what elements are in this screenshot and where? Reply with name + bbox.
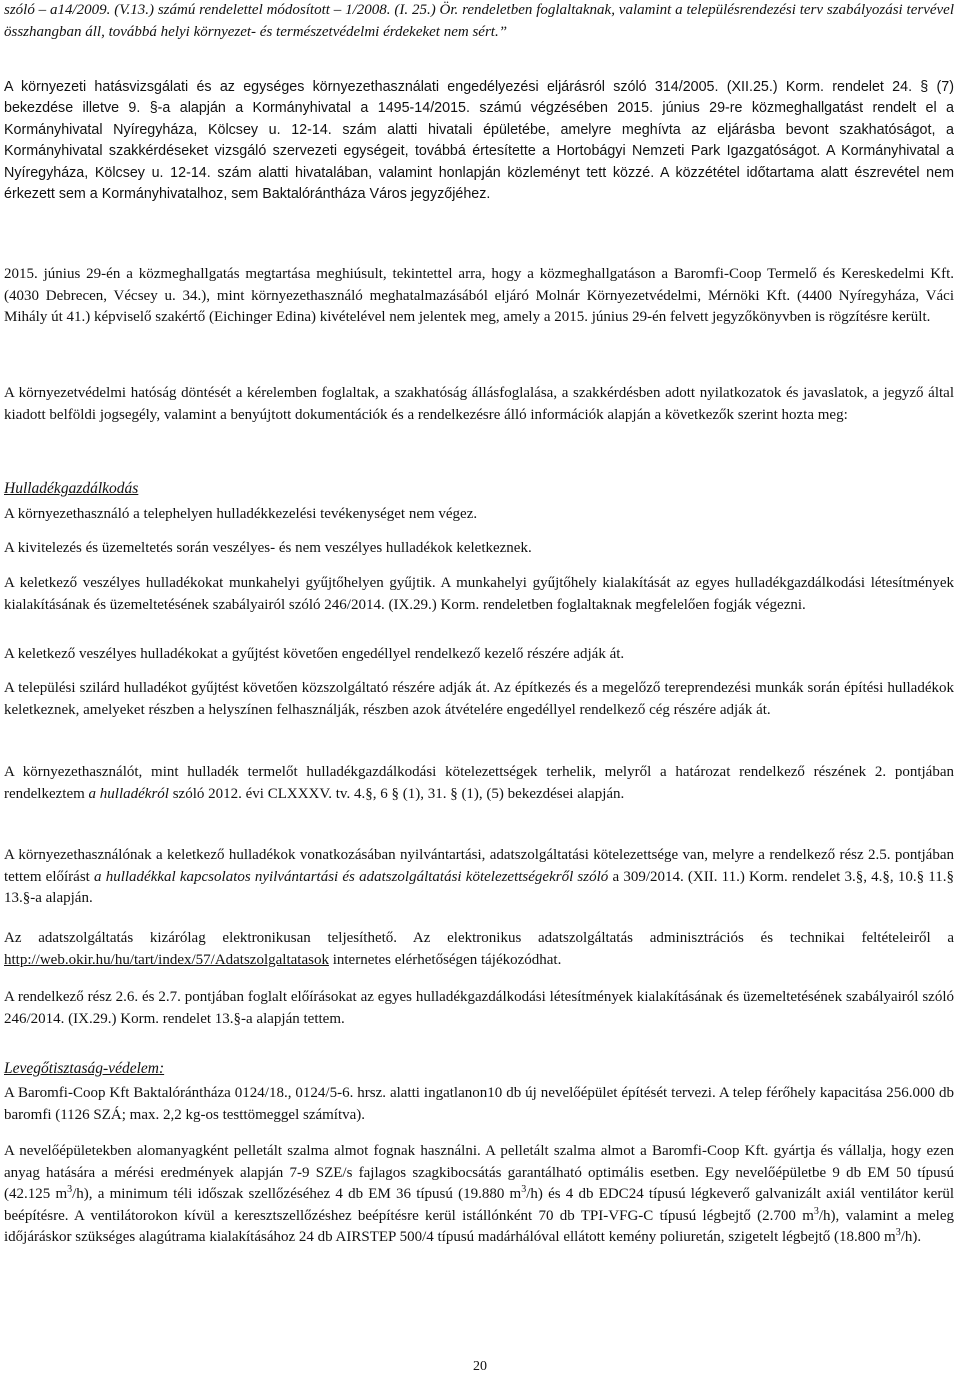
heading-levegotisztasag: Levegőtisztaság-védelem: <box>4 1060 165 1077</box>
levego-2-text-c: /h) és 4 db EDC24 típusú légkeverő galvanizált axiál ventilátor kerül beépítésre. A ventilátorokon kívül a keresztszellőzéshez beépítésre kerül istállónként 70 db TPI-VFG-C típusú légbejtő (2.700 m <box>4 1186 954 1224</box>
okir-link[interactable]: http://web.okir.hu/hu/tart/index/57/Adatszolgaltatasok <box>4 951 329 968</box>
heading-hulladekgazdalkodas: Hulladékgazdálkodás <box>4 480 139 497</box>
paragraph-hulladek-8 <box>4 928 954 971</box>
hulladek-6-text-a: A környezethasználót, mint hulladék termelőt hulladékgazdálkodási kötelezettségek terhelik, melyről a határozat rendelkező részének 2. pontjában rendelkeztem <box>4 764 954 802</box>
paragraph-hulladek-4: A keletkező veszélyes hulladékokat a gyűjtést követően engedéllyel rendelkező kezelő részére adják át. <box>4 646 625 662</box>
paragraph-levego-1: A Baromfi-Coop Kft Baktalórántháza 0124/18., 0124/5-6. hrsz. alatti ingatlanon10 db új nevelőépület építését tervezi. A telep férőhely kapacitása 256.000 db baromfi (1126 SZÁ; max. 2,2 kg-os testtömeggel számítva). <box>4 1085 954 1123</box>
paragraph-hulladek-9: A rendelkező rész 2.6. és 2.7. pontjában foglalt előírásokat az egyes hulladékgazdálkodási létesítmények kialakításának és üzemeltetésének szabályairól szóló 246/2014. (IX.29.) Korm. rendelet 13.§-a alapján tettem. <box>4 989 954 1027</box>
levego-2-text-a: A nevelőépületekben alomanyagként pelletált szalma almot fognak használni. A pelletált szalma almot a Baromfi-Coop Kft. gyártja és vállalja, hogy ezen anyag hatására a mérési eredmények alapján 7-9 SZE/s fajlagos szagkibocsátás garantálható optimális esetben. Egy nevelőépületbe 9 db EM 50 típusú (42.125 m <box>4 1143 954 1203</box>
superscript-3: 3 <box>813 1205 819 1217</box>
hulladek-8-text-b: internetes elérhetőségen tájékozódhat. <box>328 951 562 968</box>
paragraph-hulladek-6 <box>4 762 954 805</box>
levego-2-text-d: /h), valamint a meleg időjáráskor szükséges alagútrama kialakításához 24 db AIRSTEP 500/4 típusú madárhálóval ellátott kemény poliuretán, szigetelt légbejtő (18.800 m <box>4 1207 954 1246</box>
paragraph-hulladek-3: A keletkező veszélyes hulladékokat munkahelyi gyűjtőhelyen gyűjtik. A munkahelyi gyűjtőhely kialakítását az egyes hulladékgazdálkodási létesítmények kialakításának és üzemeltetésének szabályairól szóló 246/2014. (IX.29.) Korm. rendeletben foglaltaknak megfelelően fogják végezni. <box>4 575 954 613</box>
superscript-3: 3 <box>67 1184 73 1196</box>
hulladek-6-text-b: szóló 2012. évi CLXXXV. tv. 4.§, 6 § (1), 31. § (1), (5) bekezdései alapján. <box>168 785 625 802</box>
paragraph-hulladek-7 <box>4 845 954 910</box>
page-number: 20 <box>473 1359 487 1374</box>
superscript-3: 3 <box>895 1227 901 1239</box>
levego-2-text-b: /h), a minimum téli időszak szellőzéséhez 4 db EM 36 típusú (19.880 m <box>72 1186 522 1203</box>
paragraph-dontes: A környezetvédelmi hatóság döntését a kérelemben foglaltak, a szakhatóság állásfoglalása, a szakkérdésben adott nyilatkozatok és javaslatok, a jegyző által kiadott belföldi jogsegély, valamint a benyújtott dokumentációk és a rendelkezésre álló információk alapján a következők szerint hozta meg: <box>4 385 954 423</box>
paragraph-levego-2 <box>4 1141 954 1249</box>
paragraph-hulladek-1: A környezethasználó a telephelyen hulladékkezelési tevékenységet nem végez. <box>4 506 478 522</box>
hulladek-8-text-a: Az adatszolgáltatás kizárólag elektronikusan teljesíthető. Az elektronikus adatszolgáltatás adminisztrációs és technikai feltételeiről a <box>4 930 954 946</box>
paragraph-hatosag-intro: A környezeti hatásvizsgálati és az egységes környezethasználati engedélyezési eljárásról szóló 314/2005. (XII.25.) Korm. rendelet 24. § (7) bekezdése illetve 9. §-a alapján a Kormányhivatal a 1495-14/2015. számú végzésében 2015. június 29-re közmeghallgatást rendelt el a Kormányhivatal Nyíregyháza, Kölcsey u. 12-14. szám alatti hivatali épületébe, amelyre meghívta az eljárásba bevont szakhatóságot, a Kormányhivatal szakkérdéseket vizsgáló szervezeti egységeit, továbbá értesítette a Hortobágyi Nemzeti Park Igazgatóságot. A Kormányhivatal a Nyíregyháza, Kölcsey u. 12-14. szám alatti hivatalában, valamint honlapján közleményt tett közzé. A közzététel időtartama alatt észrevétel nem érkezett sem a Kormányhivatalhoz, sem Baktalórántháza Város jegyzőjéhez. <box>4 79 954 203</box>
paragraph-hulladek-5: A települési szilárd hulladékot gyűjtést követően közszolgáltató részére adják át. Az építkezés és a megelőző tereprendezési munkák során építési hulladékok keletkeznek, amelyeket részben a helyszínen felhasználják, részben azok átvételére engedéllyel rendelkező cég részére adják át. <box>4 680 954 718</box>
hulladek-6-italic: a hulladékról <box>88 785 169 802</box>
hulladek-7-text-b: a 309/2014. (XII. 11.) Korm. rendelet 3.§, 4.§, 10.§ 11.§ 13.§-a alapján. <box>4 868 954 907</box>
paragraph-top-fragment: szóló – a14/2009. (V.13.) számú rendelettel módosított – 1/2008. (I. 25.) Ör. rendeletben foglaltaknak, valamint a településrendezési terv szabályozási tervével összhangban áll, továbbá helyi környezet- és természetvédelmi érdekeket nem sért.” <box>4 2 954 40</box>
hulladek-7-text-a: A környezethasználónak a keletkező hulladékok vonatkozásában nyilvántartási, adatszolgáltatási kötelezettsége van, melyre a rendelkező rész 2.5. pontjában tettem előírást <box>4 847 954 885</box>
paragraph-kozmeghallgatas: 2015. június 29-én a közmeghallgatás megtartása meghiúsult, tekintettel arra, hogy a közmeghallgatáson a Baromfi-Coop Termelő és Kereskedelmi Kft. (4030 Debrecen, Vécsey u. 34.), mint környezethasználó meghatalmazásából eljáró Molnár Környezetvédelmi, Mérnöki Kft. (4400 Nyíregyháza, Váci Mihály út 41.) képviselő szakértő (Eichinger Edina) kivételével nem jelentek meg, amely a 2015. június 29-én felvett jegyzőkönyvben is rögzítésre került. <box>4 266 954 326</box>
paragraph-hulladek-2: A kivitelezés és üzemeltetés során veszélyes- és nem veszélyes hulladékok keletkeznek. <box>4 540 532 556</box>
superscript-3: 3 <box>521 1184 527 1196</box>
levego-2-text-e: /h). <box>900 1229 922 1246</box>
hulladek-7-italic: a hulladékkal kapcsolatos nyilvántartási és adatszolgáltatási kötelezettségekről szóló <box>94 868 609 885</box>
